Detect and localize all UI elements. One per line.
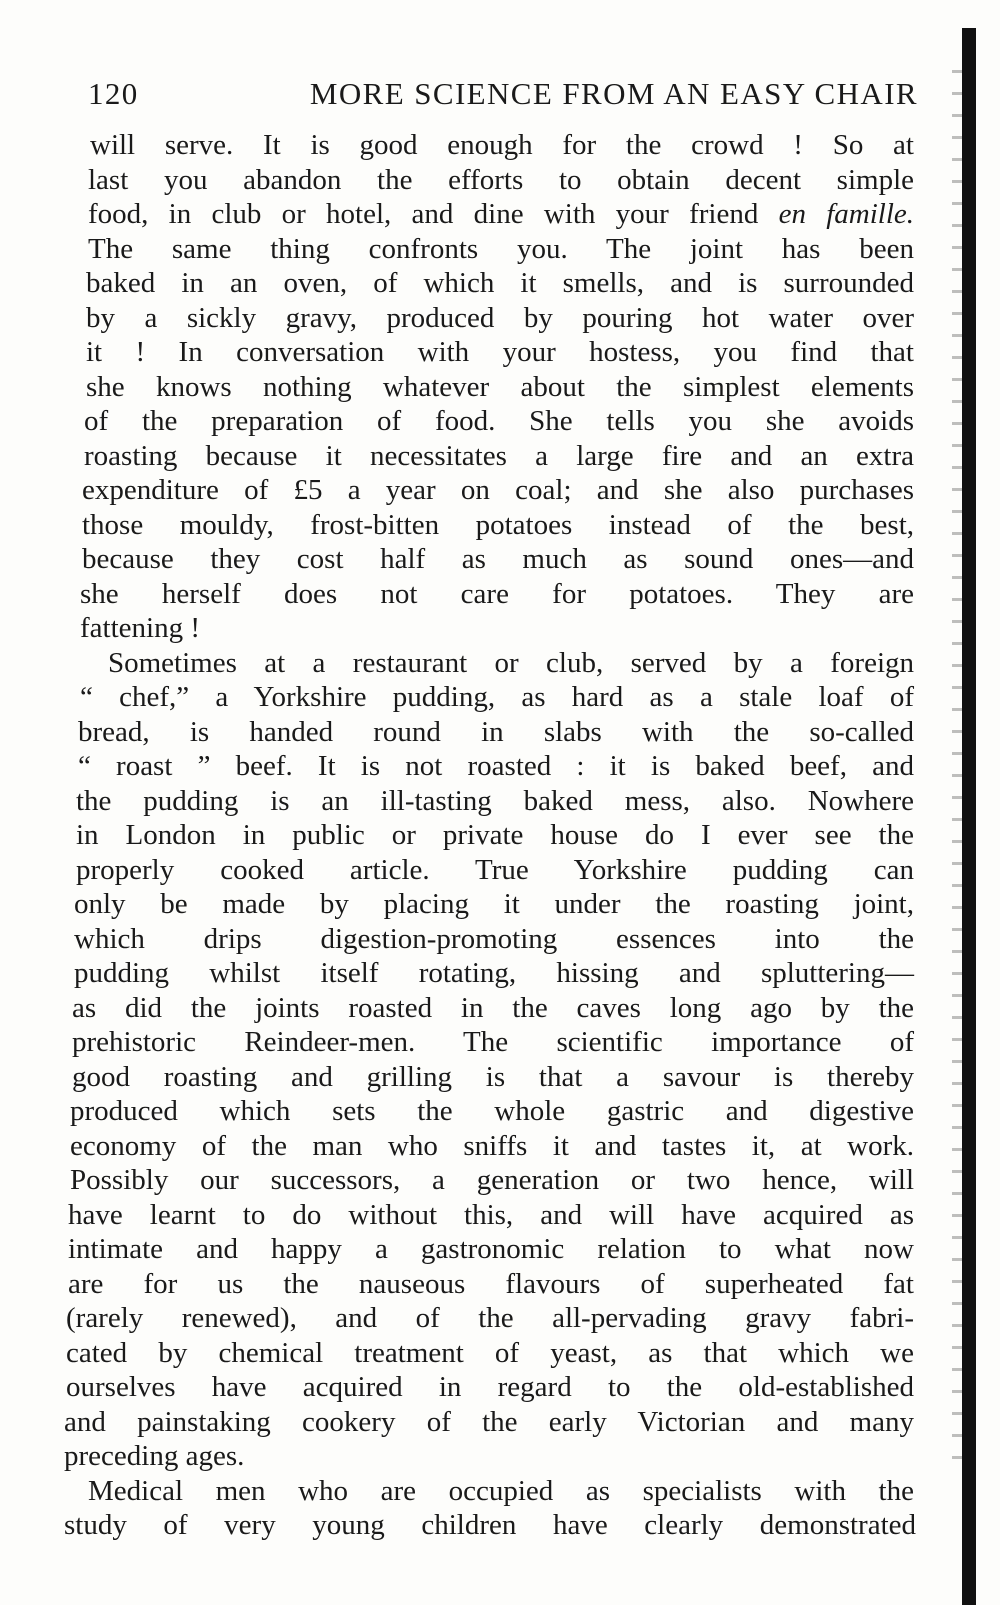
text-line: last you abandon the efforts to obtain decent simple: [88, 163, 914, 196]
text-line: by a sickly gravy, produced by pouring hot water over: [86, 301, 914, 334]
text-line: intimate and happy a gastronomic relation to what now: [68, 1233, 914, 1265]
text-line: have learnt to do without this, and will have acquired as: [68, 1198, 914, 1231]
text-line: baked in an oven, of which it smells, and is surrounded: [86, 267, 914, 299]
text-line: Medical men who are occupied as specialists with the: [88, 1474, 914, 1507]
text-line: which drips digestion-promoting essences into the: [74, 922, 914, 955]
text-line: she knows nothing whatever about the simplest elements: [86, 370, 914, 403]
text-line: prehistoric Reindeer-men. The scientific importance of: [72, 1026, 914, 1058]
text-line: pudding whilst itself rotating, hissing and spluttering—: [74, 957, 914, 989]
binding-shadow: [952, 70, 962, 1470]
text-line: will serve. It is good enough for the crowd ! So at: [90, 129, 914, 161]
body-text: [64, 128, 914, 1543]
text-line: in London in public or private house do I ever see the: [76, 819, 914, 851]
text-line: bread, is handed round in slabs with the so-called: [78, 715, 914, 748]
book-title: MORE SCIENCE FROM AN EASY CHAIR: [309, 76, 918, 111]
text-line: of the preparation of food. She tells you she avoids: [84, 405, 914, 437]
text-line: she herself does not care for potatoes. They are: [80, 577, 914, 610]
text-line: “ roast ” beef. It is not roasted : it is baked beef, and: [78, 750, 914, 782]
text-line: expenditure of £5 a year on coal; and she also purchases: [82, 474, 914, 506]
italic-phrase: en famille.: [778, 198, 914, 230]
text-line: roasting because it necessitates a large fire and an extra: [84, 439, 914, 472]
text-line: preceding ages.: [64, 1440, 245, 1472]
text-line: those mouldy, frost-bitten potatoes instead of the best,: [82, 508, 914, 541]
text-line: it ! In conversation with your hostess, you find that: [86, 336, 914, 368]
running-head: [88, 76, 918, 116]
text-line: cated by chemical treatment of yeast, as that which we: [66, 1336, 914, 1369]
text-line: produced which sets the whole gastric and digestive: [70, 1095, 914, 1127]
text-line: the pudding is an ill-tasting baked mess, also. Nowhere: [76, 784, 914, 817]
text-line: study of very young children have clearly demonstrated: [64, 1509, 916, 1541]
text-line: ourselves have acquired in regard to the old-established: [66, 1371, 914, 1403]
text-line: food, in club or hotel, and dine with your friend en famille.: [88, 198, 914, 230]
text-line: fattening !: [80, 612, 200, 644]
text-line: good roasting and grilling is that a savour is thereby: [72, 1060, 914, 1093]
book-binding-edge: [962, 28, 976, 1605]
text-line: Possibly our successors, a generation or two hence, will: [70, 1164, 914, 1196]
text-line: “ chef,” a Yorkshire pudding, as hard as a stale loaf of: [80, 681, 914, 713]
text-line: Sometimes at a restaurant or club, served by a foreign: [108, 646, 914, 679]
text-line: (rarely renewed), and of the all-pervading gravy fabri-: [66, 1302, 914, 1334]
text-line: properly cooked article. True Yorkshire pudding can: [76, 853, 914, 886]
page-number: 120: [88, 76, 139, 111]
text-line: The same thing confronts you. The joint has been: [88, 232, 914, 265]
text-line: are for us the nauseous flavours of superheated fat: [68, 1267, 914, 1300]
text-line: only be made by placing it under the roasting joint,: [74, 888, 914, 920]
text-line: and painstaking cookery of the early Victorian and many: [64, 1405, 914, 1438]
text-line: as did the joints roasted in the caves long ago by the: [72, 991, 914, 1024]
text-line: because they cost half as much as sound ones—and: [82, 543, 914, 575]
text-line: economy of the man who sniffs it and tastes it, at work.: [70, 1129, 914, 1162]
